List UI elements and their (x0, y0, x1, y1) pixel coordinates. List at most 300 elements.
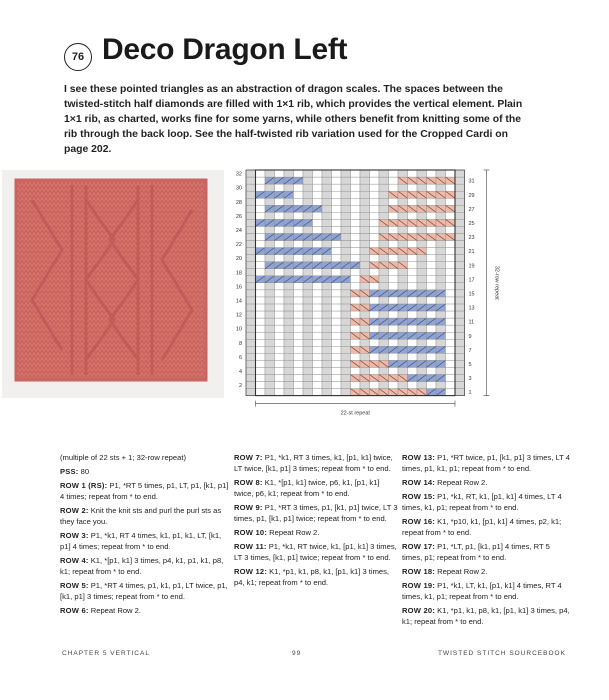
chart-cell (455, 205, 465, 212)
chart-cell (322, 332, 332, 339)
chart-cell (265, 374, 275, 381)
chart-cell (256, 241, 266, 248)
chart-cell (389, 184, 399, 191)
chart-cell (427, 276, 437, 283)
chart-cell (455, 353, 465, 360)
chart-cell (275, 241, 285, 248)
instruction-row (60, 605, 230, 616)
row-repeat-label: 32-row repeat (493, 265, 500, 300)
chart-cell (455, 389, 465, 396)
chart-cell (303, 241, 313, 248)
chart-cell (303, 325, 313, 332)
chart-cell (256, 177, 266, 184)
chart-cell (303, 389, 313, 396)
chart-cell (351, 297, 361, 304)
chart-cell (294, 170, 304, 177)
chart-cell (446, 283, 456, 290)
chart-cell (446, 360, 456, 367)
chart-cell (246, 205, 256, 212)
chart-cell (294, 339, 304, 346)
chart-cell (332, 353, 342, 360)
chart-cell (256, 325, 266, 332)
chart-cell (265, 389, 275, 396)
chart-cell (332, 360, 342, 367)
chart-cell (265, 241, 275, 248)
chart-cell (398, 311, 408, 318)
chart-cell (265, 346, 275, 353)
chart-cell (322, 382, 332, 389)
chart-cell (351, 241, 361, 248)
chart-cell (370, 212, 380, 219)
chart-cell (275, 212, 285, 219)
chart-cell (313, 311, 323, 318)
chart-cell (332, 177, 342, 184)
chart-cell (284, 367, 294, 374)
chart-cell (332, 255, 342, 262)
chart-cell (455, 219, 465, 226)
chart-cell (351, 276, 361, 283)
chart-cell (322, 389, 332, 396)
chart-cell (275, 255, 285, 262)
chart-cell (455, 177, 465, 184)
row-text: P1, *k1, RT 3 times, k1, [p1, k1] twice, LT twice, [k1, p1] 3 times; repeat from * to end. (234, 453, 393, 474)
chart-cell (417, 276, 427, 283)
chart-cell (275, 374, 285, 381)
chart-cell (284, 325, 294, 332)
chart-cell (398, 297, 408, 304)
chart-cell (294, 367, 304, 374)
chart-cell (256, 184, 266, 191)
chart-cell (256, 346, 266, 353)
chart-cell (303, 311, 313, 318)
chart-cell (256, 353, 266, 360)
chart-cell (275, 304, 285, 311)
chart-cell (303, 346, 313, 353)
row-label: ROW 18: (402, 566, 436, 576)
row-number: 30 (235, 185, 242, 192)
chart-cell (313, 318, 323, 325)
row-number: 9 (468, 333, 472, 340)
chart-cell (313, 353, 323, 360)
row-text: K1, *[p1, k1] 3 times, p4, k1, p1, k1, p8, k1; repeat from * to end. (60, 555, 224, 576)
chart-cell (322, 360, 332, 367)
chart-cell (313, 283, 323, 290)
chart-cell (389, 367, 399, 374)
chart-cell (284, 184, 294, 191)
chart-cell (427, 226, 437, 233)
chart-cell (370, 353, 380, 360)
chart-cell (284, 318, 294, 325)
chart-cell (455, 191, 465, 198)
chart-cell (284, 353, 294, 360)
row-number: 22 (235, 242, 242, 249)
chart-cell (427, 269, 437, 276)
chart-cell (303, 177, 313, 184)
chart-cell (313, 241, 323, 248)
chart-cell (303, 367, 313, 374)
chart-cell (398, 353, 408, 360)
instruction-row (60, 555, 230, 577)
chart-cell (446, 339, 456, 346)
row-number: 28 (235, 199, 242, 206)
chart-cell (322, 374, 332, 381)
chart-cell (446, 212, 456, 219)
chart-cell (341, 212, 351, 219)
row-text: K1, *p1, k1, p8, k1, [p1, k1] 3 times, p4, k1; repeat from * to end. (234, 566, 390, 587)
chart-cell (351, 212, 361, 219)
chart-cell (436, 255, 446, 262)
chart-cell (322, 304, 332, 311)
chart-cell (436, 325, 446, 332)
chart-cell (294, 360, 304, 367)
row-label: ROW 17: (402, 541, 436, 551)
row-label: ROW 2: (60, 505, 89, 515)
row-text: P1, *k1, RT, k1, [p1, k1] 4 times, LT 4 times, k1, p1; repeat from * to end. (402, 491, 562, 512)
chart-cell (398, 184, 408, 191)
chart-cell (322, 241, 332, 248)
chart-cell (455, 374, 465, 381)
chart-cell (398, 325, 408, 332)
chart-cell (370, 325, 380, 332)
chart-cell (408, 184, 418, 191)
chart-cell (360, 353, 370, 360)
chart-cell (303, 360, 313, 367)
chart-cell (246, 311, 256, 318)
chart-cell (417, 241, 427, 248)
chart-cell (408, 339, 418, 346)
chart-cell (256, 255, 266, 262)
instructions-column-1 (60, 452, 230, 618)
instruction-row (234, 566, 399, 588)
chart-cell (379, 269, 389, 276)
chart-cell (360, 198, 370, 205)
row-text: P1, *k1, RT 4 times, k1, p1, k1, LT, [k1, p1] 4 times; repeat from * to end. (60, 530, 222, 551)
chart-cell (389, 325, 399, 332)
chart-cell (332, 241, 342, 248)
row-text: P1, *RT 3 times, p1, [k1, p1] twice, LT 3 times, p1, [k1, p1] twice; repeat from * to end. (234, 503, 398, 524)
footer-book-title: TWISTED STITCH SOURCEBOOK (438, 650, 566, 657)
chart-cell (408, 276, 418, 283)
chart-cell (313, 212, 323, 219)
instructions-column-2 (234, 452, 399, 591)
chart-cell (379, 198, 389, 205)
chart-cell (417, 226, 427, 233)
chart-cell (341, 184, 351, 191)
chart-cell (332, 283, 342, 290)
chart-cell (351, 191, 361, 198)
chart-cell (246, 269, 256, 276)
chart-cell (408, 325, 418, 332)
chart-cell (389, 353, 399, 360)
chart-cell (408, 311, 418, 318)
row-label: ROW 12: (234, 566, 268, 576)
row-number: 32 (235, 171, 242, 178)
chart-cell (436, 184, 446, 191)
chart-cell (294, 184, 304, 191)
chart-cell (256, 360, 266, 367)
chart-cell (360, 297, 370, 304)
chart-cell (284, 170, 294, 177)
chart-cell (417, 325, 427, 332)
chart-cell (294, 226, 304, 233)
chart-cell (360, 184, 370, 191)
row-label: ROW 9: (234, 503, 263, 512)
chart-cell (389, 283, 399, 290)
chart-cell (446, 255, 456, 262)
row-number: 1 (468, 390, 472, 397)
chart-cell (313, 339, 323, 346)
chart-cell (275, 226, 285, 233)
chart-cell (332, 248, 342, 255)
chart-cell (446, 184, 456, 191)
chart-cell (341, 339, 351, 346)
chart-cell (455, 318, 465, 325)
chart-cell (436, 283, 446, 290)
chart-cell (313, 198, 323, 205)
chart-cell (446, 297, 456, 304)
chart-cell (455, 184, 465, 191)
chart-cell (265, 283, 275, 290)
chart-cell (370, 382, 380, 389)
chart-cell (436, 276, 446, 283)
chart-cell (398, 276, 408, 283)
chart-cell (275, 389, 285, 396)
chart-cell (265, 290, 275, 297)
chart-cell (389, 177, 399, 184)
row-label: ROW 10: (234, 528, 268, 537)
chart-cell (398, 367, 408, 374)
chart-cell (341, 255, 351, 262)
chart-cell (408, 170, 418, 177)
instruction-row (60, 580, 230, 602)
chart-cell (427, 184, 437, 191)
chart-cell (246, 360, 256, 367)
chart-cell (332, 389, 342, 396)
chart-cell (284, 269, 294, 276)
instruction-row (234, 541, 399, 563)
row-number: 21 (468, 249, 475, 256)
chart-cell (379, 212, 389, 219)
chart-cell (417, 367, 427, 374)
chart-cell (370, 255, 380, 262)
chart-cell (351, 219, 361, 226)
chart-cell (370, 219, 380, 226)
chart-cell (436, 170, 446, 177)
chart-cell (379, 325, 389, 332)
chart-cell (417, 339, 427, 346)
chart-cell (246, 262, 256, 269)
chart-cell (332, 382, 342, 389)
row-number: 19 (468, 263, 475, 270)
row-number: 2 (238, 383, 242, 390)
chart-cell (398, 339, 408, 346)
chart-cell (379, 191, 389, 198)
chart-cell (427, 311, 437, 318)
row-label: ROW 8: (234, 478, 263, 487)
chart-cell (294, 269, 304, 276)
chart-cell (398, 226, 408, 233)
chart-cell (455, 304, 465, 311)
chart-cell (360, 233, 370, 240)
chart-cell (408, 382, 418, 389)
chart-cell (275, 353, 285, 360)
instruction-row (402, 605, 572, 627)
chart-cell (284, 382, 294, 389)
chart-cell (427, 198, 437, 205)
chart-cell (360, 219, 370, 226)
instruction-row (60, 480, 230, 502)
chart-cell (275, 269, 285, 276)
chart-cell (303, 226, 313, 233)
chart-cell (436, 353, 446, 360)
chart-cell (294, 304, 304, 311)
chart-cell (351, 353, 361, 360)
chart-cell (455, 212, 465, 219)
chart-cell (379, 205, 389, 212)
chart-cell (246, 255, 256, 262)
chart-cell (341, 191, 351, 198)
chart-cell (427, 353, 437, 360)
chart-cell (341, 241, 351, 248)
row-number: 24 (235, 228, 242, 235)
instruction-row (402, 452, 572, 474)
chart-cell (332, 367, 342, 374)
chart-cell (332, 290, 342, 297)
chart-cell (284, 360, 294, 367)
chart-cell (256, 283, 266, 290)
chart-cell (341, 198, 351, 205)
chart-cell (275, 325, 285, 332)
chart-cell (360, 212, 370, 219)
chart-cell (446, 353, 456, 360)
chart-cell (455, 325, 465, 332)
row-number: 27 (468, 206, 475, 213)
chart-cell (360, 205, 370, 212)
chart-cell (284, 339, 294, 346)
chart-cell (398, 283, 408, 290)
chart-cell (332, 170, 342, 177)
chart-cell (455, 290, 465, 297)
chart-cell (246, 212, 256, 219)
chart-cell (427, 241, 437, 248)
chart-cell (446, 346, 456, 353)
chart-cell (398, 382, 408, 389)
chart-cell (303, 170, 313, 177)
chart-cell (455, 233, 465, 240)
chart-cell (265, 318, 275, 325)
chart-cell (436, 212, 446, 219)
chart-cell (455, 382, 465, 389)
chart-cell (455, 367, 465, 374)
chart-cell (455, 198, 465, 205)
chart-cell (408, 353, 418, 360)
chart-cell (351, 184, 361, 191)
chart-cell (275, 297, 285, 304)
chart-cell (379, 276, 389, 283)
chart-cell (332, 219, 342, 226)
row-label: ROW 13: (402, 453, 436, 462)
chart-cell (256, 205, 266, 212)
chart-cell (256, 374, 266, 381)
chart-cell (341, 332, 351, 339)
chart-cell (351, 170, 361, 177)
row-number: 17 (468, 277, 475, 284)
chart-cell (303, 374, 313, 381)
chart-cell (427, 262, 437, 269)
chart-cell (455, 269, 465, 276)
chart-cell (408, 297, 418, 304)
chart-cell (427, 382, 437, 389)
instruction-row (60, 505, 230, 527)
chart-cell (341, 389, 351, 396)
chart-cell (370, 226, 380, 233)
chart-cell (417, 255, 427, 262)
chart-cell (398, 198, 408, 205)
chart-cell (322, 311, 332, 318)
instruction-row (234, 527, 399, 538)
chart-cell (455, 283, 465, 290)
chart-cell (332, 325, 342, 332)
row-label: ROW 19: (402, 580, 436, 590)
row-label: ROW 7: (234, 453, 263, 462)
chart-cell (360, 339, 370, 346)
chart-cell (341, 283, 351, 290)
chart-cell (246, 248, 256, 255)
chart-cell (417, 382, 427, 389)
chart-cell (446, 290, 456, 297)
chart-cell (341, 353, 351, 360)
row-label: ROW 14: (402, 478, 436, 487)
chart-cell (446, 311, 456, 318)
chart-cell (322, 367, 332, 374)
chart-cell (313, 290, 323, 297)
chart-cell (379, 226, 389, 233)
footer-page-number: 99 (292, 650, 302, 657)
chart-cell (275, 184, 285, 191)
chart-cell (436, 248, 446, 255)
chart-cell (294, 332, 304, 339)
chart-cell (284, 332, 294, 339)
chart-cell (275, 311, 285, 318)
chart-cell (246, 332, 256, 339)
chart-cell (427, 212, 437, 219)
row-label: ROW 5: (60, 580, 89, 590)
chart-cell (446, 374, 456, 381)
chart-cell (284, 198, 294, 205)
chart-cell (256, 269, 266, 276)
instruction-row (60, 530, 230, 552)
chart-cell (313, 269, 323, 276)
row-text: Repeat Row 2. (435, 478, 488, 487)
chart-cell (436, 226, 446, 233)
chart-cell (446, 304, 456, 311)
instruction-row (60, 452, 230, 463)
chart-cell (398, 269, 408, 276)
chart-cell (446, 367, 456, 374)
chart-cell (246, 170, 256, 177)
chart-cell (322, 219, 332, 226)
chart-cell (351, 367, 361, 374)
chart-cell (313, 325, 323, 332)
chart-cell (360, 170, 370, 177)
chart-cell (446, 241, 456, 248)
stitch-repeat-label: 22-st repeat (340, 410, 370, 417)
chart-cell (284, 311, 294, 318)
chart-cell (351, 198, 361, 205)
chart-cell (265, 339, 275, 346)
chart-cell (265, 269, 275, 276)
instruction-row (234, 452, 399, 474)
